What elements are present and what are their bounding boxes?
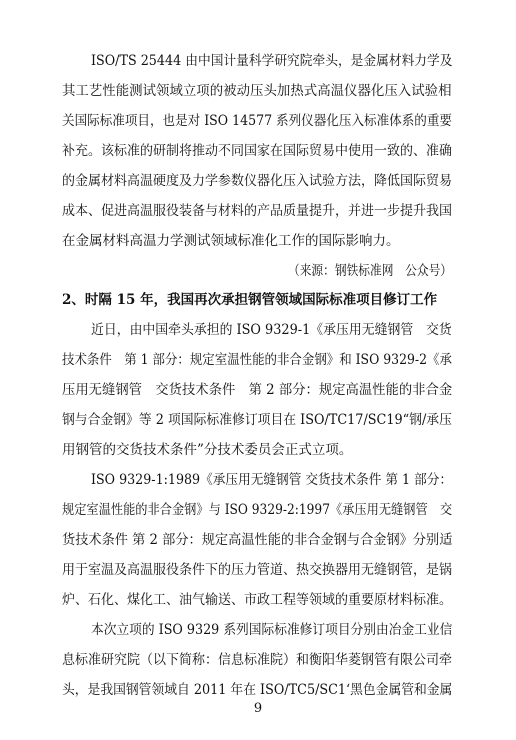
text-line: 炉、石化、煤化工、油气输送、市政工程等领域的重要原材料标准。 [62, 592, 453, 608]
text-line: 近日，由中国牵头承担的 ISO 9329-1《承压用无缝钢管 交货 [91, 322, 452, 338]
text-line: ISO/TS 25444 由中国计量科学研究院牵头，是金属材料力学及 [91, 53, 453, 69]
text-line: 用钢管的交货技术条件”分技术委员会正式立项。 [62, 442, 353, 458]
text-line: 的金属材料高温硬度及力学参数仪器化压入试验方法，降低国际贸易 [62, 173, 453, 189]
text-line: 本次立项的 ISO 9329 系列国际标准修订项目分别由冶金工业信 [91, 622, 453, 638]
text-line: 在金属材料高温力学测试领域标准化工作的国际影响力。 [62, 233, 400, 249]
text-line: 其工艺性能测试领域立项的被动压头加热式高温仪器化压入试验相 [62, 83, 452, 99]
text-line: 用于室温及高温服役条件下的压力管道、热交换器用无缝钢管，是锅 [62, 562, 453, 578]
section-heading: 2、时隔 15 年，我国再次承担钢管领域国际标准项目修订工作 [62, 292, 438, 308]
text-line: 钢与合金钢》等 2 项国际标准修订项目在 ISO/TC17/SC19“钢/承压 [62, 412, 452, 428]
text-line: 头，是我国钢管领域自 2011 年在 ISO/TC5/SC1‘黑色金属管和金属 [62, 682, 453, 698]
source-attribution: （来源：钢铁标准网 公众号） [288, 263, 452, 279]
text-line: 货技术条件 第 2 部分：规定高温性能的非合金钢与合金钢》分别适 [62, 532, 453, 548]
text-line: 补充。该标准的研制将推动不同国家在国际贸易中使用一致的、准确 [62, 143, 453, 159]
page-number: 9 [253, 701, 263, 716]
text-line: 技术条件 第 1 部分：规定室温性能的非合金钢》和 ISO 9329-2《承 [62, 352, 452, 368]
text-line: 压用无缝钢管 交货技术条件 第 2 部分：规定高温性能的非合金 [62, 382, 453, 398]
text-line: 成本、促进高温服役装备与材料的产品质量提升，并进一步提升我国 [62, 203, 453, 219]
text-line: 规定室温性能的非合金钢》与 ISO 9329-2:1997《承压用无缝钢管 交 [62, 502, 453, 518]
text-line: 息标准研究院（以下简称：信息标准院）和衡阳华菱钢管有限公司牵 [62, 652, 453, 668]
text-line: ISO 9329-1:1989《承压用无缝钢管 交货技术条件 第 1 部分： [91, 472, 453, 488]
text-line: 关国际标准项目，也是对 ISO 14577 系列仪器化压入标准体系的重要 [62, 113, 452, 129]
